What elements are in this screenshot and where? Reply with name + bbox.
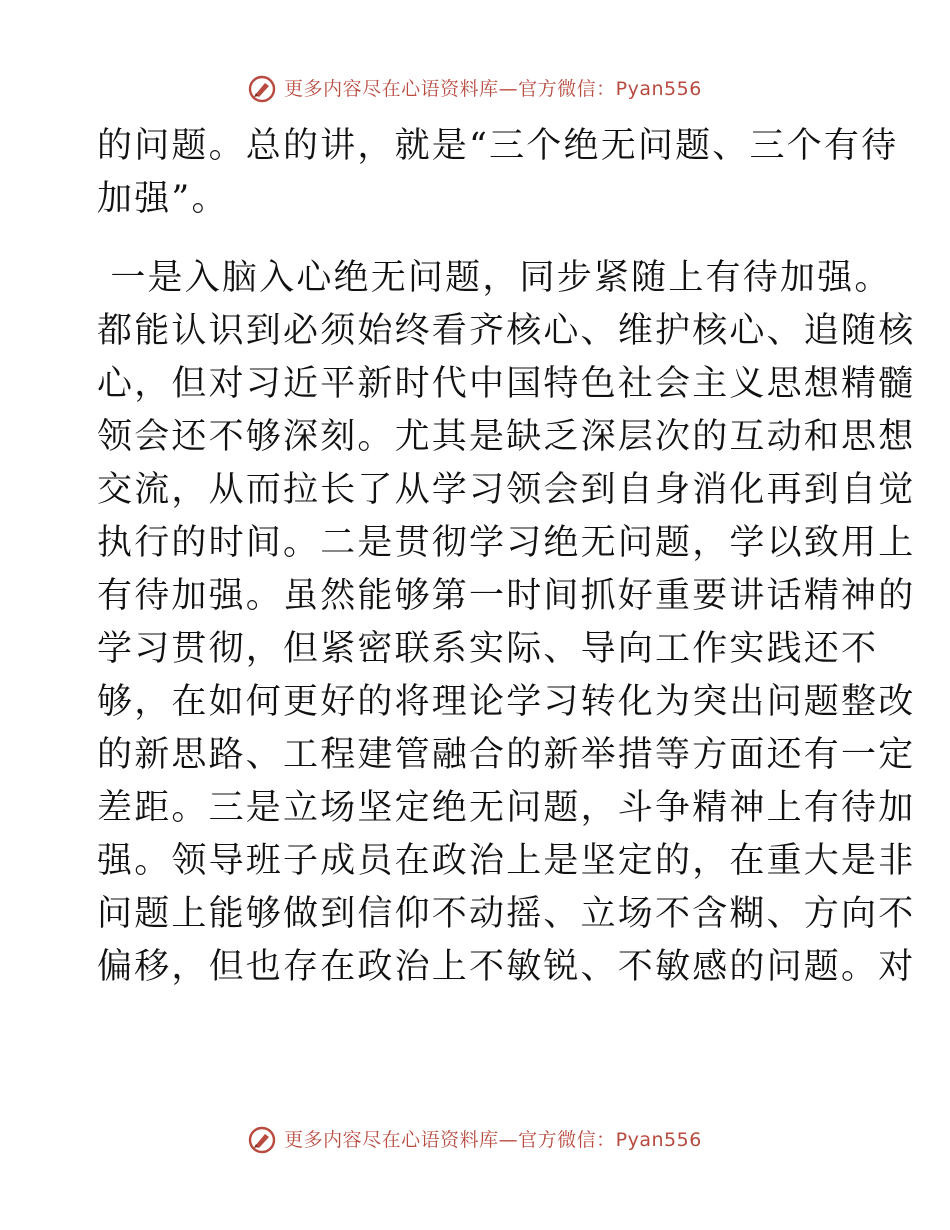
header-watermark: [0, 75, 950, 103]
footer-watermark: [0, 1126, 950, 1154]
text-line: 够，在如何更好的将理论学习转化为突出问题整改: [97, 682, 916, 722]
paragraph-2: [97, 252, 916, 994]
watermark-text: 更多内容尽在心语资料库—官方微信：Pyan556: [284, 78, 702, 100]
text-line: 的新思路、工程建管融合的新举措等方面还有一定: [97, 735, 916, 775]
paragraph-spacer: [97, 226, 857, 252]
text-line: 强。领导班子成员在政治上是坚定的，在重大是非: [97, 841, 916, 881]
text-line: 问题上能够做到信仰不动摇、立场不含糊、方向不: [97, 894, 916, 934]
text-line: 执行的时间。二是贯彻学习绝无问题，学以致用上: [97, 523, 916, 563]
text-line: 偏移，但也存在政治上不敏锐、不敏感的问题。对: [97, 947, 916, 987]
text-line: 领会还不够深刻。尤其是缺乏深层次的互动和思想: [97, 417, 916, 457]
text-line: 心，但对习近平新时代中国特色社会主义思想精髓: [97, 364, 916, 404]
paragraph-1: [97, 120, 899, 226]
watermark-text: 更多内容尽在心语资料库—官方微信：Pyan556: [284, 1129, 702, 1151]
pen-circle-logo-icon: [248, 75, 276, 103]
text-line: 差距。三是立场坚定绝无问题，斗争精神上有待加: [97, 788, 916, 828]
document-body: [97, 120, 916, 994]
text-line: 交流，从而拉长了从学习领会到自身消化再到自觉: [97, 470, 916, 510]
text-line: 都能认识到必须始终看齐核心、维护核心、追随核: [97, 311, 916, 351]
pen-circle-logo-icon: [248, 1126, 276, 1154]
text-line: 的问题。总的讲，就是“三个绝无问题、三个有待: [97, 126, 899, 166]
text-line: 一是入脑入心绝无问题，同步紧随上有待加强。: [97, 258, 892, 298]
text-line: 有待加强。虽然能够第一时间抓好重要讲话精神的: [97, 576, 916, 616]
text-line: 学习贯彻，但紧密联系实际、导向工作实践还不: [97, 629, 879, 669]
text-line: 加强”。: [97, 179, 229, 219]
